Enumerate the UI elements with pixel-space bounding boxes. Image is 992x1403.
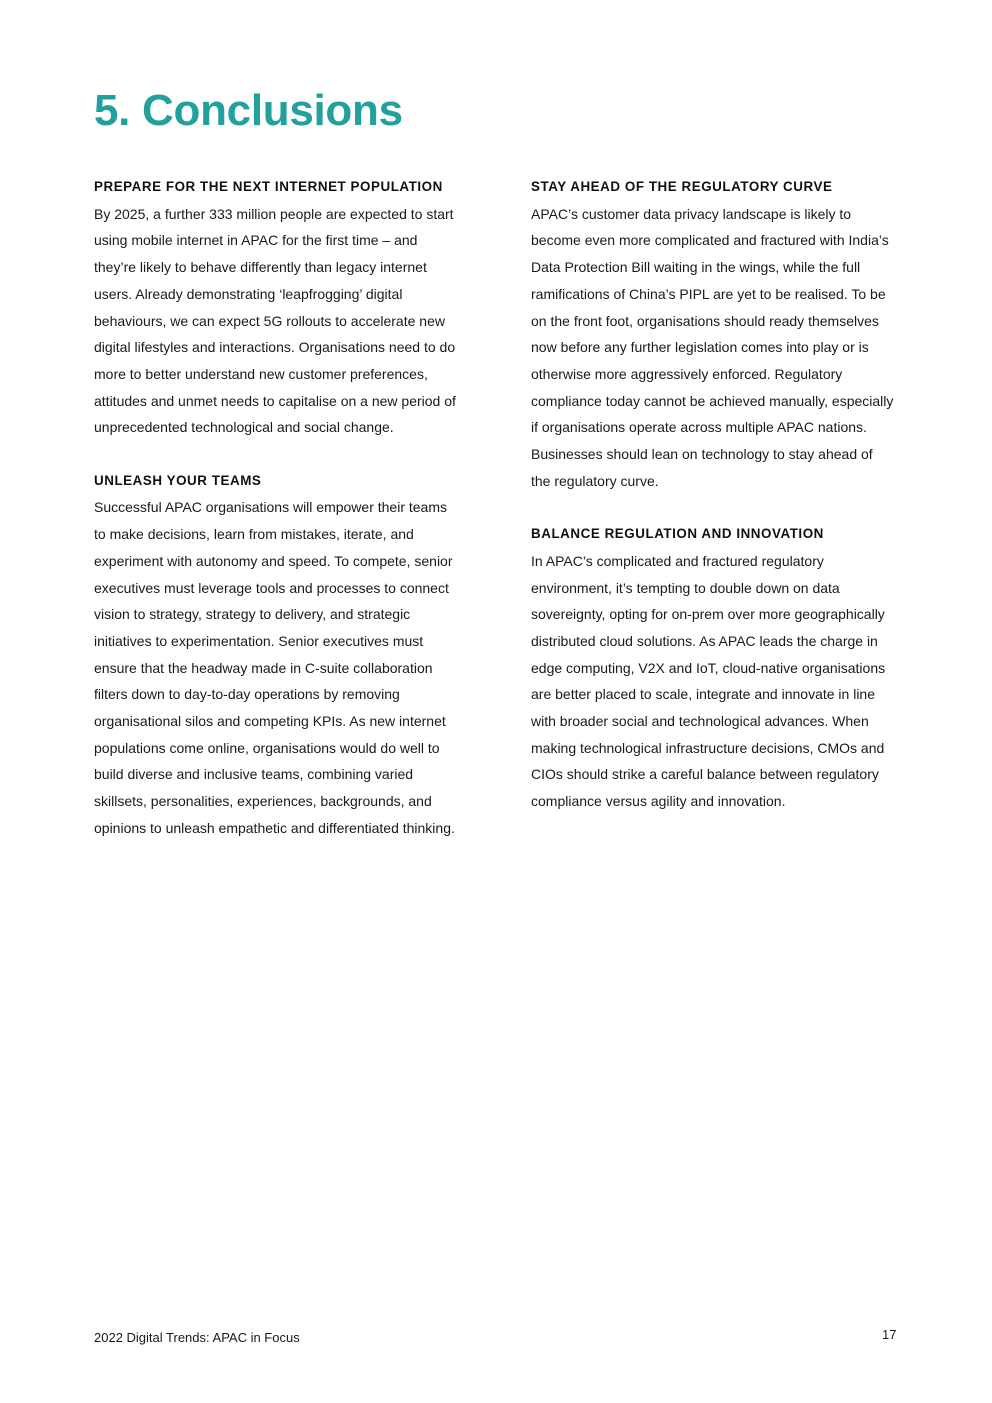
section-stay-ahead-regulatory-curve [531, 174, 895, 494]
section-heading: STAY AHEAD OF THE REGULATORY CURVE [531, 179, 833, 194]
section-body: APAC’s customer data privacy landscape is likely to become even more complicated and fractured with India’s Data Protection Bill waiting in the wings, while the full ramifications of China’s PIPL are yet to be realised. To be on the front foot, organisations should ready themselves now before any further legislation comes into play or is otherwise more aggressively enforced. Regulatory compliance today cannot be achieved manually, especially if organisations operate across multiple APAC nations. Businesses should lean on technology to stay ahead of the regulatory curve. [531, 205, 894, 489]
section-heading: PREPARE FOR THE NEXT INTERNET POPULATION [94, 179, 443, 194]
section-prepare-next-internet-population [94, 174, 456, 441]
section-heading: UNLEASH YOUR TEAMS [94, 472, 262, 488]
section-balance-regulation-innovation [531, 521, 895, 815]
left-column [94, 174, 456, 842]
section-unleash-your-teams [94, 468, 456, 842]
page-number: 17 [882, 1327, 897, 1342]
section-body: By 2025, a further 333 million people are expected to start using mobile internet in APAC for the first time – and they’re likely to behave differently than legacy internet users. Already demonstrating ‘leapfrogging’ digital behaviours, we can expect 5G rollouts to accelerate new digital lifestyles and interactions. Organisations need to do more to better understand new customer preferences, attitudes and unmet needs to capitalise on a new period of unprecedented technological and social change. [94, 205, 456, 436]
page-title: 5. Conclusions [94, 86, 403, 135]
section-heading: BALANCE REGULATION AND INNOVATION [531, 526, 824, 542]
right-column [531, 174, 895, 815]
section-body: Successful APAC organisations will empower their teams to make decisions, learn from mistakes, iterate, and experiment with autonomy and speed. To compete, senior executives must leverage tools and processes to connect vision to strategy, strategy to delivery, and strategic initiatives to experimentation. Senior executives must ensure that the headway made in C-suite collaboration filters down to day-to-day operations by removing organisational silos and competing KPIs. As new internet populations come online, organisations would do well to build diverse and inclusive teams, combining varied skillsets, personalities, experiences, backgrounds, and opinions to unleash empathetic and differentiated thinking. [94, 499, 455, 836]
footer-document-title: 2022 Digital Trends: APAC in Focus [94, 1330, 300, 1345]
section-body: In APAC’s complicated and fractured regulatory environment, it’s tempting to double down on data sovereignty, opting for on-prem over more geographically distributed cloud solutions. As APAC leads the charge in edge computing, V2X and IoT, cloud-native organisations are better placed to scale, integrate and innovate in line with broader social and technological advances. When making technological infrastructure decisions, CMOs and CIOs should strike a careful balance between regulatory compliance versus agility and innovation. [531, 552, 886, 810]
